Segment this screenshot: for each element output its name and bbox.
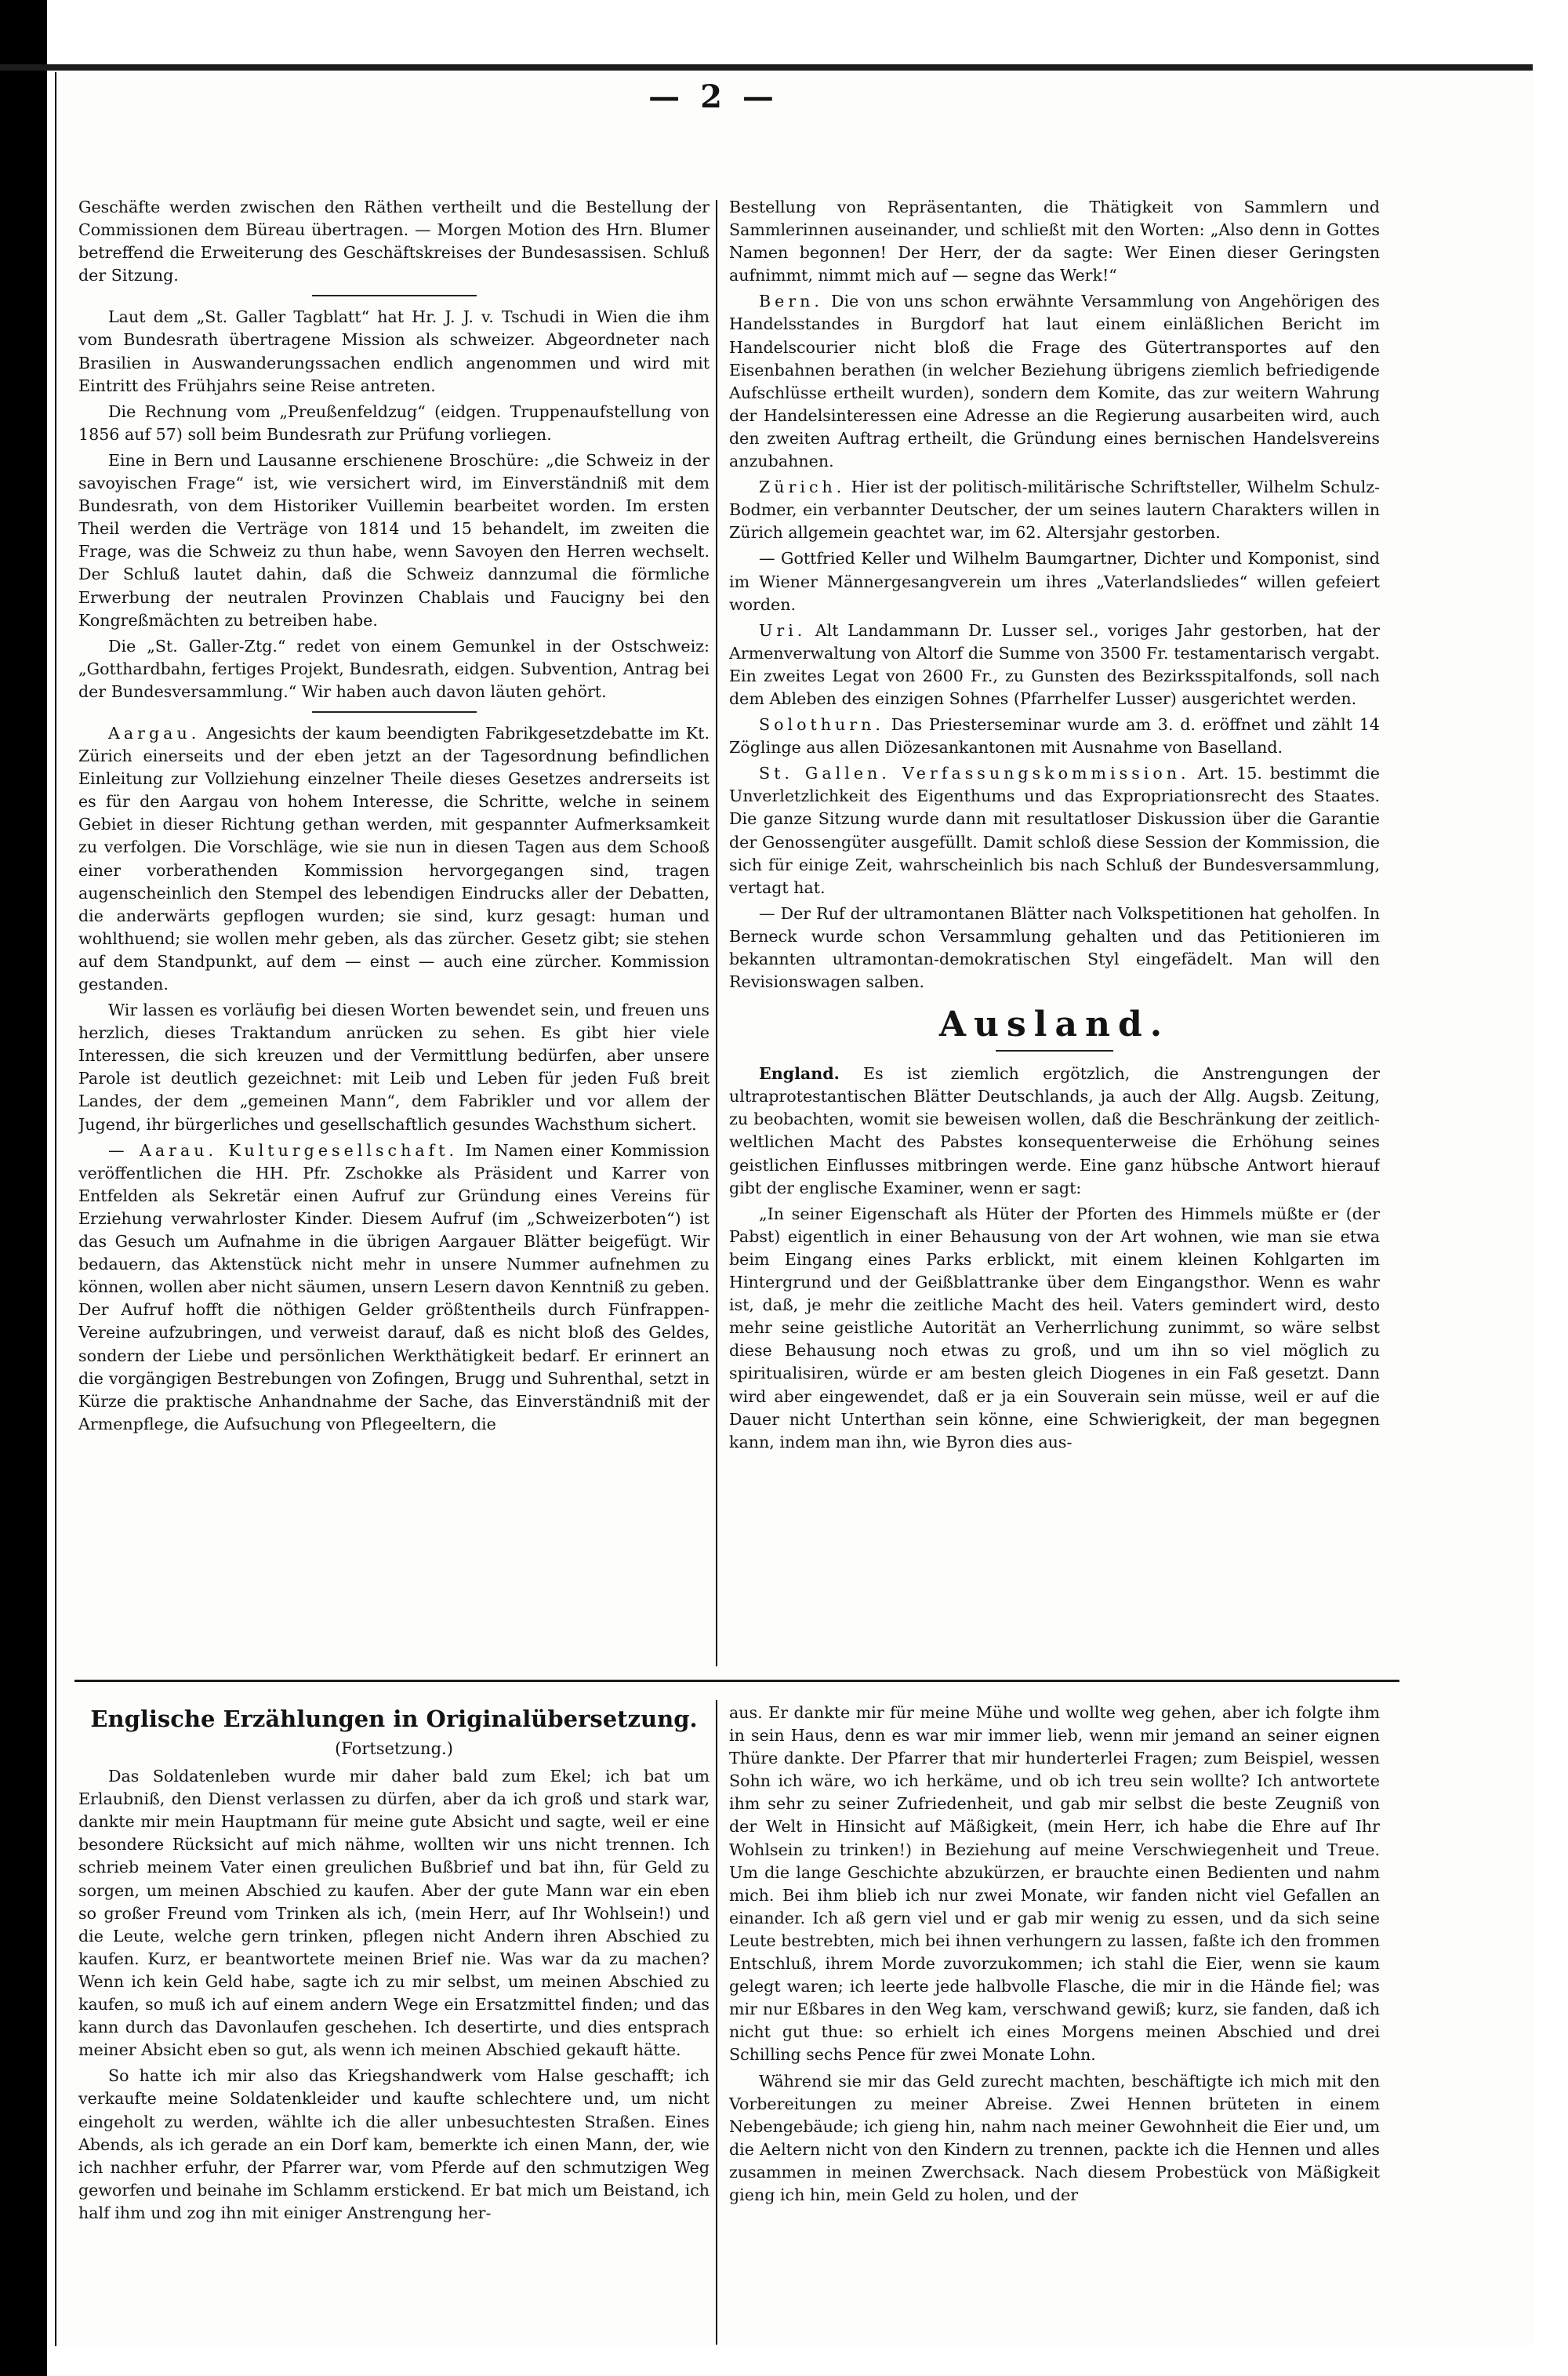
dateline: Zürich. [759,478,846,497]
column-divider-bottom [716,1700,717,2345]
news-paragraph [729,714,1380,759]
news-text: Im Namen einer Kommission veröffentlichen die HH. Pfr. Zschokke als Präsident und Karrer von Entfelden als Sekretär einen Aufruf zur Gründung eines Vereins für Erziehung verwahrloster Kinder. Diesem Aufruf (im „Schweizerboten“) ist das Gesuch um Aufnahme in die übrigen Aargauer Blätter beigefügt. Wir bedauern, das Aktenstück nicht mehr in unsere Nummer aufnehmen zu können, wollen aber nicht säumen, unsern Lesern davon Kenntniß zu geben. Der Aufruf hofft die nöthigen Gelder größtentheils durch Fünfrappen-Vereine aufzubringen, und verweist darauf, daß es nicht bloß des Geldes, sondern der Liebe und persönlichen Werkthätigkeit bedarf. Er erinnert an die vorgängigen Bestrebungen von Zofingen, Brugg und Suhrenthal, setzt in Kürze die praktische Anhandnahme der Sache, das Einverständniß mit der Armenpflege, die Aufsuchung von Pflegeeltern, die [78,1140,710,1433]
column-divider-top [716,200,717,1666]
news-text: Hier ist der politisch-militärische Schriftsteller, Wilhelm Schulz-Bodmer, ein verbannter Deutscher, der um seines lautern Charakters willen in Zürich allgemein geachtet war, im 62. Altersjahr gestorben. [729,478,1380,543]
story-paragraph: aus. Er dankte mir für meine Mühe und wollte weg gehen, aber ich folgte ihm in sein Haus, denn es war mir immer lieb, wenn mir jemand an seiner eignen Thüre dankte. Der Pfarrer that mir hunderterlei Fragen; zum Beispiel, wessen Sohn ich wäre, wo ich herkäme, und ob ich treu sein wollte? Ich antwortete ihm sehr zu seiner Zufriedenheit, und gab mir selbst die beste Zeugniß von der Welt in Hinsicht auf Mäßigkeit, (mein Herr, ich habe die Ehre auf Ihr Wohlsein zu trinken!) in Beziehung auf meine Verschwiegenheit und Treue. Um die lange Geschichte abzukürzen, er brauchte einen Bedienten und nahm mich. Bei ihm blieb ich nur zwei Monate, wir fanden nicht viel Gefallen an einander. Ich aß gern viel und er gab mir wenig zu essen, und da sich seine Leute bestrebten, mich bei ihnen verhungern zu lassen, faßte ich den frommen Entschluß, ihrem Morde zuvorzukommen; ich stahl die Eier, wenn sie kaum gelegt waren; ich leerte jede halbvolle Flasche, die mir in die Hände fiel; was mir nur Eßbares in den Weg kam, verschwand gewiß; kurz, sie fanden, daß ich nicht gut thue: so erhielt ich eines Morgens meinen Abschied und drei Schilling sechs Pence für zwei Monate Lohn. [729,1703,1380,2065]
news-paragraph [729,476,1380,544]
left-column [78,196,710,1666]
section-rule [996,1050,1113,1052]
right-column [729,196,1380,1666]
news-text: Es ist ziemlich ergötzlich, die Anstrengungen der ultraprotestantischen Blätter Deutschlands, ja auch der Allg. Augsb. Zeitung, zu beobachten, womit sie beweisen wollen, daß die Beschränkung der zeitlich-weltlichen Macht des Pabstes konsequenterweise die Erhöhung seines geistlichen Einflusses mitbringen werde. Eine ganz hübsche Antwort hierauf gibt der englische Examiner, wenn er sagt: [729,1064,1380,1197]
page-number: — 2 — [648,78,779,115]
feuilleton-left-column [78,1702,710,2345]
news-paragraph [729,619,1380,710]
news-paragraph: „In seiner Eigenschaft als Hüter der Pforten des Himmels müßte er (der Pabst) eigentlich in einer Behausung von der Art wohnen, wie man sie etwa beim Eingang eines Parks erblickt, mit einem kleinen Kohlgarten im Hintergrund und der Geißblattranke über dem Eingangsthor. Wenn es wahr ist, daß, je mehr die zeitliche Macht des heil. Vaters gemindert wird, desto mehr seine geistliche Autorität an Verherrlichung zunimmt, so wäre selbst diese Behausung noch etwas zu groß, und um ihn so viel möglich zu spiritualisiren, würde er am besten gleich Diogenes in ein Faß gesetzt. Dann wird aber eingewendet, daß er ja ein Souverain sein müsse, weil er auf die Dauer nicht Unterthan sein könne, eine Schwierigkeit, der man begegnen kann, indem man ihn, wie Byron dies aus- [729,1204,1380,1451]
feuilleton-rule [74,1680,1399,1682]
news-text: Alt Landammann Dr. Lusser sel., voriges Jahr gestorben, hat der Armenverwaltung von Altorf die Summe von 3500 Fr. testamentarisch vergabt. Ein zweites Legat von 2600 Fr., zu Gunsten des Bezirksspitalfonds, soll nach dem Ableben des einzigen Sohnes (Pfarrhelfer Lusser) ausgerichtet werden. [729,620,1380,708]
news-paragraph [78,722,710,996]
dateline: — Aarau. Kulturgesellschaft. [108,1140,459,1160]
top-rule [0,64,1533,71]
news-text: Das Priesterseminar wurde am 3. d. eröffnet und zählt 14 Zöglinge aus allen Diözesankantonen mit Ausnahme von Baselland. [729,715,1380,757]
feuilleton-subtitle: (Fortsetzung.) [335,1739,453,1758]
section-heading-ausland: Ausland. [938,1005,1171,1045]
dateline: St. Gallen. Verfassungskommission. [759,764,1190,783]
separator-rule [312,295,477,296]
story-paragraph: Das Soldatenleben wurde mir daher bald zum Ekel; ich bat um Erlaubniß, den Dienst verlassen zu dürfen, aber da ich groß und stark war, dankte mir mein Hauptmann für meine gute Absicht und sagte, weil er eine besondere Rücksicht auf mich nähme, wollten wir uns nicht trennen. Ich schrieb meinem Vater einen greulichen Bußbrief und bat ihn, für Geld zu sorgen, um meinen Abschied zu kaufen. Aber der gute Mann war ein eben so großer Freund vom Trinken als ich, (mein Herr, auf Ihr Wohlsein!) und die Leute, welche gern trinken, pflegen nicht Andern ihren Abschied zu kaufen. Kurz, er beantwortete meinen Brief nie. Was war da zu machen? Wenn ich kein Geld habe, sagte ich zu mir selbst, um meinen Abschied zu kaufen, so muß ich auf einem andern Wege ein Ersatzmittel finden; und das kann durch das Davonlaufen geschehen. Ich desertirte, und dies entsprach meiner Absicht eben so gut, als wenn ich meinen Abschied gekauft hätte. [78,1767,710,2060]
dateline: England. [759,1064,840,1084]
news-paragraph: Die „St. Galler-Ztg.“ redet von einem Gemunkel in der Ostschweiz: „Gotthardbahn, fertiges Projekt, Bundesrath, eidgen. Subvention, Antrag bei der Bundesversammlung.“ Wir haben auch davon läuten gehört. [78,636,710,701]
dateline: Aargau. [108,723,201,743]
story-paragraph: Während sie mir das Geld zurecht machten, beschäftigte ich mich mit den Vorbereitungen zu meiner Abreise. Zwei Hennen brüteten in einem Nebengebäude; ich gieng hin, nahm nach meiner Gewohnheit die Eier und, um die Aeltern nicht von den Kindern zu trennen, packte ich die Hennen und alles zusammen in meinen Zwerchsack. Nach diesem Probestück von Mäßigkeit gieng ich hin, mein Geld zu holen, und der [729,2071,1380,2204]
news-paragraph [729,762,1380,899]
feuilleton-title: Englische Erzählungen in Originalübersetzung. [90,1706,698,1732]
news-paragraph: Geschäfte werden zwischen den Räthen vertheilt und die Bestellung der Commissionen dem Büreau übertragen. — Morgen Motion des Hrn. Blumer betreffend die Erweiterung des Geschäftskreises der Bundesassisen. Schluß der Sitzung. [78,198,710,285]
news-text: Die von uns schon erwähnte Versammlung von Angehörigen des Handelsstandes in Burgdorf hat laut einem einläßlichen Bericht im Handelscourier nicht bloß die Frage des Gütertransportes auf den Eisenbahnen berathen (in welcher Beziehung übrigens ziemlich befriedigende Aufschlüsse ertheilt wurden), sondern dem Komite, das zur weitern Wahrung der Handelsinteressen eine Adresse an die Regierung ausarbeiten wird, auch den zweiten Auftrag ertheilt, die Gründung eines bernischen Handelsvereins anzubahnen. [729,292,1380,471]
story-paragraph: So hatte ich mir also das Kriegshandwerk vom Halse geschafft; ich verkaufte meine Soldatenkleider und kaufte schlechtere und, um nicht eingeholt zu werden, wählte ich die aller unbesuchtesten Straßen. Eines Abends, als ich gerade an ein Dorf kam, bemerkte ich einen Mann, der, wie ich nachher erfuhr, der Pfarrer war, vom Pferde auf den schmutzigen Weg geworfen und beinahe im Schlamm erstickend. Er bat mich um Beistand, ich half ihm und zog ihn mit einiger Anstrengung her- [78,2066,710,2222]
news-paragraph: Die Rechnung vom „Preußenfeldzug“ (eidgen. Truppenaufstellung von 1856 auf 57) soll beim Bundesrath zur Prüfung vorliegen. [78,401,710,444]
news-paragraph: Eine in Bern und Lausanne erschienene Broschüre: „die Schweiz in der savoyischen Frage“ ist, wie versichert wird, im Einverständniß mit dem Bundesrath, von dem Historiker Vuillemin bearbeitet worden. Im ersten Theil werden die Verträge von 1814 und 15 behandelt, im zweiten die Frage, was die Schweiz zu thun habe, wenn Savoyen den Herren wechselt. Der Schluß lautet dahin, daß die Schweiz dannzumal die förmliche Erwerbung der neutralen Provinzen Chablais und Faucigny bei den Kongreßmächten zu betreiben habe. [78,450,710,630]
news-text: Angesichts der kaum beendigten Fabrikgesetzdebatte im Kt. Zürich einerseits und der eben jetzt an der Tagesordnung befindlichen Einleitung zur Vollziehung einzelner Theile dieses Gesetzes andrerseits ist es für den Aargau von hohem Interesse, die Schritte, welche in seinem Gebiet in dieser Richtung gethan werden, mit gespannter Aufmerksamkeit zu verfolgen. Die Vorschläge, wie sie nun in diesen Tagen aus dem Schooß einer vorberathenden Kommission hervorgegangen sind, tragen augenscheinlich den Stempel des lebendigen Eindrucks aller der Debatten, die anderwärts gepflogen wurden; sie sind, kurz gesagt: human und wohlthuend; sie wollen mehr geben, als das zürcher. Gesetz gibt; sie stehen auf dem Standpunkt, auf dem — einst — auch eine zürcher. Kommission gestanden. [78,723,710,994]
feuilleton-right-column [729,1702,1380,2345]
news-text: Art. 15. bestimmt die Unverletzlichkeit des Eigenthums und das Expropriationsrecht des Staates. Die ganze Sitzung wurde dann mit resultatloser Diskussion über die Garantie der Genossengüter ausgefüllt. Damit schloß diese Session der Kommission, die sich für einige Zeit, wahrscheinlich bis nach Schluß der Bundesversammlung, vertagt hat. [729,764,1380,897]
dateline: Bern. [759,292,823,311]
scan-border [0,0,47,2376]
news-paragraph: Bestellung von Repräsentanten, die Thätigkeit von Sammlern und Sammlerinnen auseinander, und schließt mit den Worten: „Also denn in Gottes Namen begonnen! Der Herr, der da sagte: Wer Einen dieser Geringsten aufnimmt, nimmt mich auf — segne das Werk!“ [729,198,1380,285]
news-paragraph [729,1063,1380,1200]
news-paragraph: — Der Ruf der ultramontanen Blätter nach Volkspetitionen hat geholfen. In Berneck wurde schon Versammlung gehalten und das Petitionieren im bekannten ultramontan-demokratischen Styl eingefädelt. Man will den Revisionswagen salben. [729,903,1380,992]
news-paragraph: Laut dem „St. Galler Tagblatt“ hat Hr. J. J. v. Tschudi in Wien die ihm vom Bundesrath übertragene Mission als schweizer. Abgeordneter nach Brasilien in Auswanderungssachen endlich angenommen und wird mit Eintritt des Frühjahrs seine Reise antreten. [78,307,710,395]
separator-rule [312,711,477,713]
news-paragraph [78,1139,710,1436]
dateline: Solothurn. [759,715,884,735]
news-paragraph: Wir lassen es vorläufig bei diesen Worten bewendet sein, und freuen uns herzlich, dieses Traktandum anrücken zu sehen. Es gibt hier viele Interessen, die sich kreuzen und der Vermittlung bedürfen, aber unsere Parole ist deutlich gezeichnet: mit Leib und Leben für jeden Fuß breit Landes, der dem „gemeinen Mann“, dem Fabrikler und vor allem der Jugend, ihr bürgerliches und gesellschaftlich gesundes Wachsthum sichert. [78,1001,710,1134]
news-paragraph [729,290,1380,473]
news-paragraph: — Gottfried Keller und Wilhelm Baumgartner, Dichter und Komponist, sind im Wiener Männergesangverein um ihres „Vaterlandsliedes“ willen gefeiert worden. [729,549,1380,614]
dateline: Uri. [759,620,807,640]
